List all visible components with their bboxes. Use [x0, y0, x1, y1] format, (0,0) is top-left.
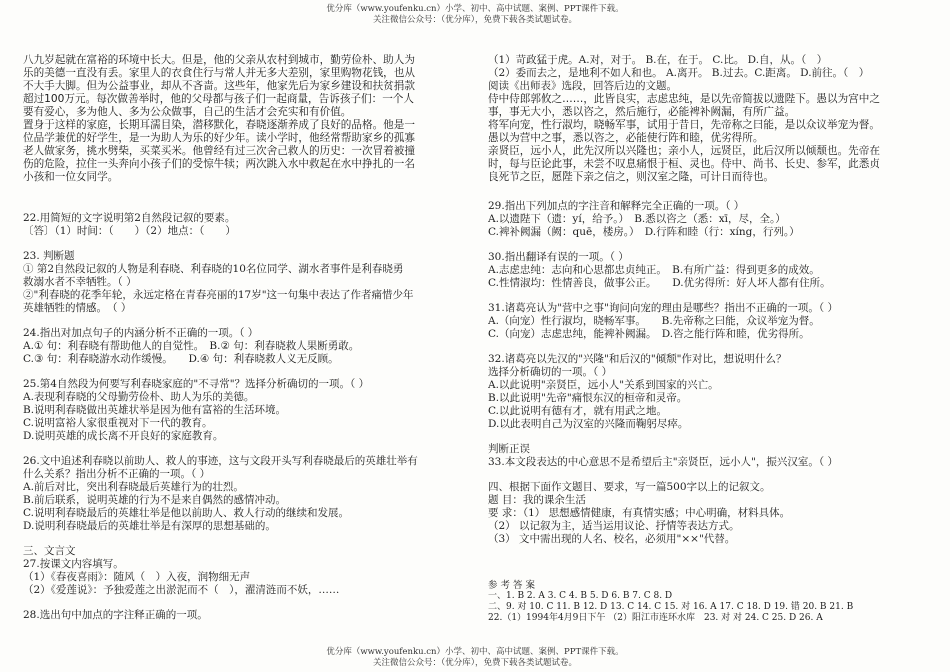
question-23-title: 23. 判断题: [23, 250, 75, 262]
question-24-option: C.③ 句：利春晓游水动作缓慢。 D.④ 句：利春晓救人义无反顾。: [23, 353, 339, 365]
question-25-option: B.说明利春晓做出英雄状举是因为他有富裕的生活环境。: [23, 404, 287, 416]
passage-line: 八九岁起就在富裕的环境中长大。但是，他的父亲从农村到城市，勤劳俭朴、助人为: [23, 54, 415, 66]
question-26: [23, 455, 458, 533]
question-28-stem: 28.选出句中加点的字注释正确的一项。: [23, 609, 208, 621]
section-4: [488, 481, 925, 546]
question-25-option: A.表现利春晓的父母勤劳俭朴、助人为乐的美德。: [23, 391, 255, 403]
question-32-option: C.以此说明有德有才，就有用武之地。: [488, 405, 667, 417]
question-29-stem: 29.指出下列加点的字注音和解释完全正确的一项。（ ）: [488, 200, 745, 212]
page-footer: [0, 647, 950, 669]
question-31-option: A.（向宠）性行淑均，晓畅军事。 B.先帝称之曰能，众议举宠为督。: [488, 315, 820, 327]
question-32-stem: 选择分析确切的一项。（ ）: [488, 366, 613, 378]
question-32-option: A.以此说明"亲贤臣，远小人"关系到国家的兴亡。: [488, 379, 719, 391]
essay-requirement: 要 求：（1） 思想感情健康，有真情实感；中心明确，材料具体。: [488, 507, 791, 519]
essay-requirement: （2） 以记叙为主，适当运用议论、抒情等表达方式。: [488, 520, 740, 532]
passage-line: 乐的美德一直没有丢。家里人的衣食住行与常人并无多大差别，家里购物花钱，也从: [23, 67, 415, 79]
question-32: [488, 353, 925, 431]
question-26-option: A.前后对比，突出利春晓最后英雄行为的壮烈。: [23, 481, 244, 493]
question-31: [488, 302, 925, 341]
question-28-option: （1）苛政猛于虎。A.对，对于。 B.在，在于。 C.比。 D.自，从。（ ）: [488, 54, 828, 66]
question-23-line: ②"利春晓的花季年轮，永远定格在青春亮丽的17岁"这一句集中表达了作者痛惜少年: [23, 289, 414, 301]
question-26-stem: 26.文中追述利春晓以前助人、救人的事迹，这与文段开头写利春晓最后的英雄壮举有: [23, 455, 418, 467]
question-29-option: A.以遗陛下（遗：yí，给予。） B.悉以咨之（悉：xī，尽，全。）: [488, 213, 786, 225]
question-29-option: C.裨补阙漏（阙：quē，楼房。） D.行阵和睦（行：xíng，行列。）: [488, 226, 800, 238]
question-22: [23, 212, 458, 238]
judge-title: 判断正误: [488, 443, 530, 455]
question-27-line: （1）《春夜喜雨》：随风（ ）入夜，润物细无声: [23, 571, 251, 583]
answer-key-line: 二、9. 对 10. C 11. B 12. D 13. C 14. C 15. 对 16. A 17. C 18. D 19. 错 20. B 21. B: [488, 602, 854, 612]
question-30-option: A.志虑忠纯：志向和心思都忠贞纯正。 B.有所广益：得到更多的成效。: [488, 264, 820, 276]
excerpt-line: 愚以为营中之事，悉以咨之，必能使行阵和睦，优劣得所。: [488, 132, 764, 144]
reading-prompt: 阅读《出师表》选段，回答后边的文题。: [488, 80, 677, 92]
passage-line: 位品学兼优的好学生，是一为助人为乐的好少年。读小学时，他经常帮助家乡的孤寡: [23, 132, 415, 144]
question-30-option: C.性情淑均：性情善良，做事公正。 D.优劣得所：好人坏人都有住所。: [488, 277, 831, 289]
question-32-option: D.以此表明自己为汉室的兴隆而鞠躬尽瘁。: [488, 418, 689, 430]
question-24-stem: 24.指出对加点句子的内涵分析不正确的一项。（ ）: [23, 327, 259, 339]
question-28-options: [488, 54, 925, 80]
question-28-option: （2）委而去之，是地利不如人和也。 A.离开。 B.过去。C.距离。 D.前往。（ ）: [488, 67, 870, 79]
answer-key-title: 参 考 答 案: [488, 580, 536, 591]
question-23-line: ① 第2自然段记叙的人物是利春晓、利春晓的10名位同学、湖水者事件是利春晓勇: [23, 263, 404, 275]
passage-line: 小孩和一位女同学。: [23, 171, 119, 183]
question-27-stem: 27.按课文内容填写。: [23, 558, 124, 570]
question-24-option: A.① 句：利春晓有帮助他人的自觉性。 B.② 句：利春晓救人果断勇敢。: [23, 340, 360, 352]
question-25: [23, 378, 458, 443]
footer-line-1: 优分库（www.youfenku.cn）小学、初中、高中试题、案例、PPT课件下载。: [326, 647, 624, 657]
footer-line-2: 关注微信公众号：（优分库），免费下载各类试题试卷。: [372, 658, 577, 668]
header-line-1: 优分库（www.youfenku.cn）小学、初中、高中试题、案例、PPT课件下载。: [326, 4, 624, 14]
passage-line: 不大手大脚。但为公益事业，却从不吝啬。这些年，他家先后为家乡建设和扶贫捐款: [23, 80, 415, 92]
question-25-option: D.说明英雄的成长离不开良好的家庭教育。: [23, 430, 224, 442]
question-27: [23, 558, 458, 597]
question-26-option: B.前后联系，说明英雄的行为不是来自偶然的感情冲动。: [23, 494, 287, 506]
question-33: 33.本文段表达的中心意思不是希望后主"亲贤臣，远小人"，振兴汉室。（ ）: [488, 456, 838, 468]
section-3-title: 三、文言文: [23, 545, 76, 557]
answer-key-line: 一、1. B 2. A 3. C 4. B 5. D 6. B 7. C 8. D: [488, 591, 673, 601]
left-column: [23, 54, 458, 622]
question-30-stem: 30.指出翻译有误的一项。（ ）: [488, 251, 629, 263]
judge-section: [488, 443, 925, 469]
question-23: [23, 250, 458, 315]
question-26-option: C.说明利春晓最后的英雄壮举是他以前助人、救人行动的继续和发展。: [23, 507, 349, 519]
excerpt-line: 将军向宠，性行淑均，晓畅军事，试用于昔日，先帝称之曰能，是以众议举宠为督。: [488, 119, 880, 131]
passage-line: 老人做家务，挑水劈柴，买菜买米。他曾经有过三次舍己救人的历史：一次冒着被撞: [23, 145, 415, 157]
question-31-option: C.（向宠）志虑忠纯，能裨补阙漏。 D.咨之能行阵和睦，优劣得所。: [488, 328, 810, 340]
reading-passage: [23, 54, 458, 184]
question-30: [488, 251, 925, 290]
excerpt-line: 侍中侍郎郭攸之……，此皆良实，志虑忠纯，是以先帝简拔以遗陛下。愚以为宫中之: [488, 93, 880, 105]
essay-requirement: （3） 文中需出现的人名、校名，必须用"××"代替。: [488, 533, 736, 545]
question-24: [23, 327, 458, 366]
answer-key: [488, 580, 925, 624]
passage-line: 要有爱心，多为他人、多为公众做事，自己的生活才会充实和有价值。: [23, 106, 352, 118]
question-26-stem: 什么关系？指出分析不正确的一项。（ ）: [23, 468, 211, 480]
passage-line: 置身于这样的家庭，长期耳濡目染，潜移默化，春晓逐渐养成了良好的品格。他是一: [23, 119, 415, 131]
excerpt-line: 事，事无大小，悉以咨之，然后施行，必能裨补阙漏，有所广益。: [488, 106, 796, 118]
section-4-title: 四、根据下面作文题目、要求，写一篇500字以上的记叙文。: [488, 481, 771, 493]
passage-line: 超过100万元。每次做善举时，他的父母都与孩子们一起商量，告诉孩子们：一个人: [23, 93, 414, 105]
question-26-option: D.说明利春晓最后的英雄壮举是有深厚的思想基础的。: [23, 520, 276, 532]
question-32-stem: 32.诸葛亮以先汉的"兴隆"和后汉的"倾颓"作对比，想说明什么？: [488, 353, 787, 365]
question-29: [488, 200, 925, 239]
passage-line: 伤的危险，拉住一头奔向小孩子们的受惊牛犊；两次跳入水中救起在水中挣扎的一名: [23, 158, 415, 170]
question-27-line: （2）《爱莲说》：予独爱莲之出淤泥而不（ ），濯清涟而不妖，……: [23, 584, 340, 596]
classical-excerpt: [488, 93, 925, 184]
excerpt-line: 良死节之臣，愿陛下亲之信之，则汉室之隆，可计日而待也。: [488, 171, 775, 183]
question-22-stem: 22.用简短的文字说明第2自然段记叙的要素。: [23, 212, 236, 224]
question-25-stem: 25.第4自然段为何要写利春晓家庭的"不寻常"？选择分析确切的一项。（ ）: [23, 378, 370, 390]
right-column: [488, 54, 925, 624]
question-25-option: C.说明富裕人家很重视对下一代的教育。: [23, 417, 213, 429]
header-line-2: 关注微信公众号：（优分库），免费下载各类试题试卷。: [372, 15, 577, 25]
question-23-line: 救溺水者不幸牺牲。（ ）: [23, 276, 137, 288]
question-22-answer: 〔答〕（1）时间：（ ）（2）地点：（ ）: [23, 225, 236, 237]
page-header: [0, 4, 950, 26]
question-31-stem: 31.诸葛亮认为"营中之事"询问向宠的理由是哪些？指出不正确的一项。（ ）: [488, 302, 838, 314]
excerpt-line: 亲贤臣，远小人，此先汉所以兴隆也；亲小人，远贤臣，此后汉所以倾颓也。先帝在: [488, 145, 880, 157]
excerpt-line: 时，每与臣论此事，未尝不叹息痛恨于桓、灵也。侍中、尚书、长史、参军，此悉贞: [488, 158, 880, 170]
question-23-line: 英雄牺牲的情感。 （ ）: [23, 302, 132, 314]
essay-topic: 题 目：我的课余生活: [488, 494, 586, 506]
answer-key-line: 22.（1）1994年4月9日下午 （2）阳江市连环水库 23. 对 对 24. C 25. D 26. A: [488, 613, 823, 623]
question-32-option: B.以此说明"先帝"痛恨东汉的桓帝和灵帝。: [488, 392, 688, 404]
